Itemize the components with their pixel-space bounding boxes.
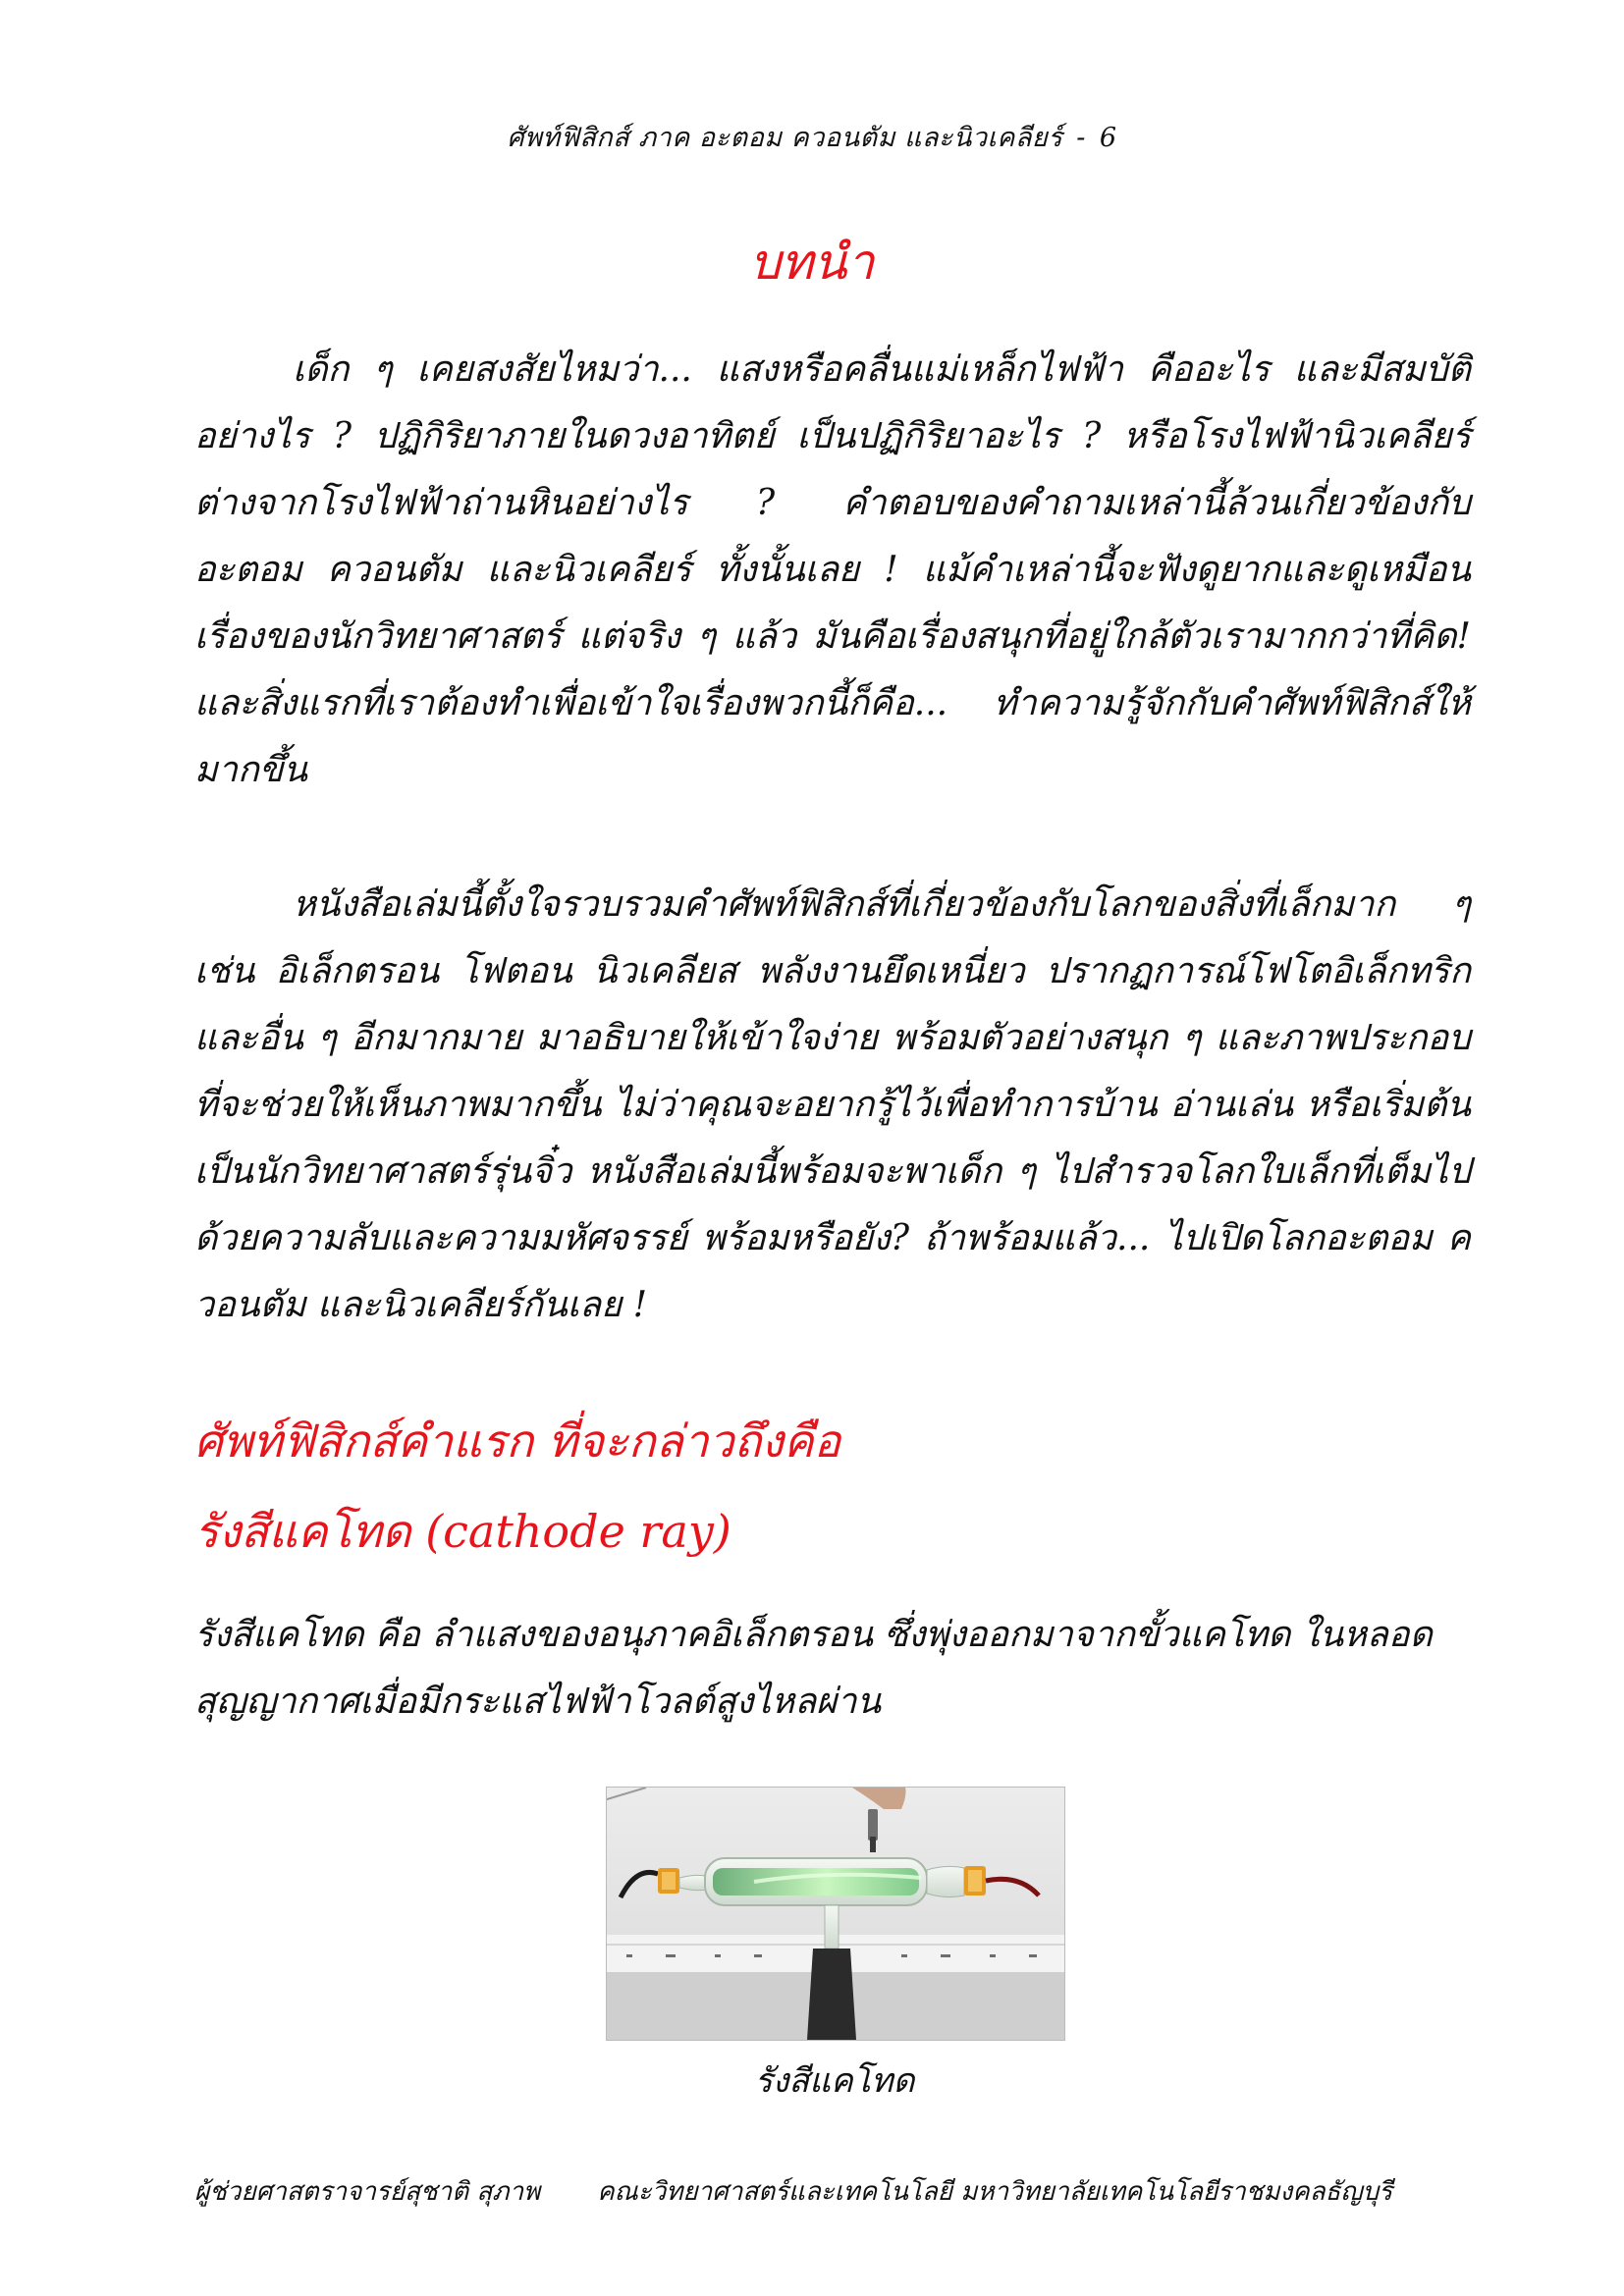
page-footer	[194, 2171, 1471, 2212]
section-heading: ศัพท์ฟิสิกส์คำแรก ที่จะกล่าวถึงคือ	[194, 1415, 841, 1468]
figure-caption: รังสีแคโทด	[754, 2061, 915, 2101]
term-heading: รังสีแคโทด (cathode ray)	[194, 1505, 731, 1558]
intro-title: บทนำ	[749, 234, 875, 291]
intro-paragraph-2: หนังสือเล่มนี้ตั้งใจรวบรวมคำศัพท์ฟิสิกส์ที่เกี่ยวข้องกับโลกของสิ่งที่เล็กมาก ๆ เช่น อิเล็กตรอน โฟตอน นิวเคลียส พลังงานยึดเหนี่ยว ปรากฏการณ์โฟโตอิเล็กทริก และอื่น ๆ อีกมากมาย มาอธิบายให้เข้าใจง่าย พร้อมตัวอย่างสนุก ๆ และภาพประกอบที่จะช่วยให้เห็นภาพมากขึ้น ไม่ว่าคุณจะอยากรู้ไว้เพื่อทำการบ้าน อ่านเล่น หรือเริ่มต้นเป็นนักวิทยาศาสตร์รุ่นจิ๋ว หนังสือเล่มนี้พร้อมจะพาเด็ก ๆ ไปสำรวจโลกใบเล็กที่เต็มไปด้วยความลับและความมหัศจรรย์ พร้อมหรือยัง? ถ้าพร้อมแล้ว... ไปเปิดโลกอะตอม ควอนตัม และนิวเคลียร์กันเลย !	[194, 884, 1471, 1325]
page-header	[0, 116, 1624, 158]
intro-paragraph-1: เด็ก ๆ เคยสงสัยไหมว่า... แสงหรือคลื่นแม่เหล็กไฟฟ้า คืออะไร และมีสมบัติอย่างไร ? ปฏิกิริยาภายในดวงอาทิตย์ เป็นปฏิกิริยาอะไร ? หรือโรงไฟฟ้านิวเคลียร์ต่างจากโรงไฟฟ้าถ่านหินอย่างไร ? คำตอบของคำถามเหล่านี้ล้วนเกี่ยวข้องกับ อะตอม ควอนตัม และนิวเคลียร์ ทั้งนั้นเลย ! แม้คำเหล่านี้จะฟังดูยากและดูเหมือนเรื่องของนักวิทยาศาสตร์ แต่จริง ๆ แล้ว มันคือเรื่องสนุกที่อยู่ใกล้ตัวเรามากกว่าที่คิด! และสิ่งแรกที่เราต้องทำเพื่อเข้าใจเรื่องพวกนี้ก็คือ... ทำความรู้จักกับคำศัพท์ฟิสิกส์ให้มากขึ้น	[194, 349, 1471, 790]
footer-author: ผู้ช่วยศาสตราจารย์สุชาติ สุภาพ	[194, 2177, 541, 2207]
page-number: 6	[1099, 123, 1117, 153]
header-separator: -	[1076, 123, 1086, 153]
cathode-ray-tube-photo	[606, 1787, 1065, 2041]
book-title: ศัพท์ฟิสิกส์ ภาค อะตอม ควอนตัม และนิวเคลียร์	[507, 123, 1063, 153]
footer-institution: คณะวิทยาศาสตร์และเทคโนโลยี มหาวิทยาลัยเทคโนโลยีราชมงคลธัญบุรี	[597, 2177, 1393, 2207]
term-definition: รังสีแคโทด คือ ลำแสงของอนุภาคอิเล็กตรอน ซึ่งพุ่งออกมาจากขั้วแคโทด ในหลอดสุญญากาศเมื่อมีกระแสไฟฟ้าโวลต์สูงไหลผ่าน	[194, 1615, 1433, 1722]
